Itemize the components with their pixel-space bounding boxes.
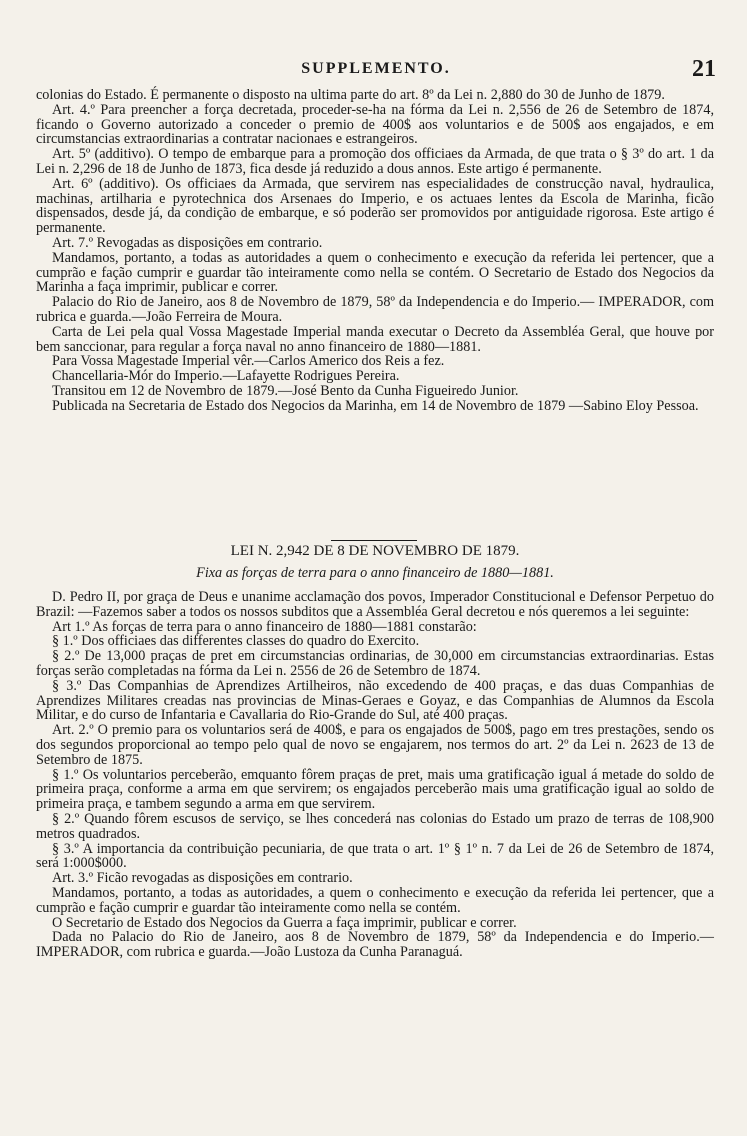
paragraph: Para Vossa Magestade Imperial vêr.—Carlos Americo dos Reis a fez.: [52, 353, 445, 370]
section-divider: [331, 540, 417, 541]
paragraph: O Secretario de Estado dos Negocios da Guerra a faça imprimir, publicar e correr.: [52, 914, 517, 931]
paragraph: § 3.º Das Companhias de Aprendizes Artilheiros, não excedendo de 400 praças, e das duas Companhias de Aprendizes Militares creadas nas provincias de Minas-Geraes e Goyaz, e das Companhias de Alumnos da Escola Militar, e do curso de Infantaria e Cavallaria do Rio-Grande do Sul, até 400 praças.: [36, 677, 714, 724]
paragraph: Art. 5º (additivo). O tempo de embarque para a promoção dos officiaes da Armada, de que trata o § 3º do art. 1 da Lei n. 2,296 de 18 de Junho de 1873, fica desde já reduzido a dous annos. Este artigo é permanente.: [36, 146, 714, 177]
paragraph: Carta de Lei pela qual Vossa Magestade Imperial manda executar o Decreto da Assembléa Geral, que houve por bem sanccionar, para regular a força naval no anno financeiro de 1880—1881.: [36, 323, 714, 355]
paragraph: § 1.º Dos officiaes das differentes classes do quadro do Exercito.: [52, 633, 420, 650]
paragraph: colonias do Estado. É permanente o disposto na ultima parte do art. 8º da Lei n. 2,880 do 30 de Junho de 1879.: [36, 87, 665, 103]
paragraph: Mandamos, portanto, a todas as autoridades a quem o conhecimento e execução da referida lei pertencer, que a cumprão e fação cumprir e guardar tão inteiramente como nella se contém. O Secretario de Estado dos Negocios da Marinha a faça imprimir, publicar e correr.: [36, 249, 714, 296]
running-title: SUPPLEMENTO.: [301, 60, 451, 77]
paragraph: § 2.º Quando fôrem escusos de serviço, se lhes concederá nas colonias do Estado um prazo de terras de 108,900 metros quadrados.: [36, 810, 714, 842]
law-subtitle: Fixa as forças de terra para o anno financeiro de 1880—1881.: [196, 565, 554, 581]
naval-law-continuation: [36, 88, 714, 414]
paragraph: Art. 6º (additivo). Os officiaes da Armada, que servirem nas especialidades de construcção naval, hydraulica, machinas, artilharia e pyrotechnica dos Arsenaes do Imperio, e os actuaes lentes da Escola de Marinha, ficão dispensados, desde já, da condição de embarque, e só poderão ser promovidos por antiguidade rigorosa. Este artigo é permanente.: [36, 175, 714, 237]
law-title: LEI N. 2,942 DE 8 DE NOVEMBRO DE 1879.: [230, 543, 520, 559]
page-number: 21: [692, 56, 716, 82]
paragraph: Art 1.º As forças de terra para o anno financeiro de 1880—1881 constarão:: [52, 618, 477, 635]
paragraph: Chancellaria-Mór do Imperio.—Lafayette Rodrigues Pereira.: [52, 368, 400, 385]
paragraph: Palacio do Rio de Janeiro, aos 8 de Novembro de 1879, 58º da Independencia e do Imperio.— IMPERADOR, com rubrica e guarda.—João Ferreira de Moura.: [36, 294, 714, 325]
paragraph: D. Pedro II, por graça de Deus e unanime acclamação dos povos, Imperador Constitucional e Defensor Perpetuo do Brazil: —Fazemos saber a todos os nossos subditos que a Assembléa Geral decretou e nós queremos a lei seguinte:: [36, 589, 714, 620]
paragraph: Art. 4.º Para preencher a força decretada, proceder-se-ha na fórma da Lei n. 2,556 de 26 de Setembro de 1874, ficando o Governo autorizado a conceder o premio de 400$ aos voluntarios e de 500$ aos engajados, e em circumstancias extraordinarias a contratar nacionaes e estrangeiros.: [36, 101, 714, 148]
paragraph: Art. 2.º O premio para os voluntarios será de 400$, e para os engajados de 500$, pago em tres prestações, sendo os dos segundos proporcional ao tempo pelo qual de novo se engajarem, nos termos do art. 2º da Lei n. 2623 de 13 de Setembro de 1875.: [36, 722, 714, 768]
paragraph: § 2.º De 13,000 praças de pret em circumstancias ordinarias, de 30,000 em circumstancias extraordinarias. Estas forças serão completadas na fórma da Lei n. 2556 de 26 de Setembro de 1874.: [36, 648, 714, 679]
paragraph: Art. 3.º Ficão revogadas as disposições em contrario.: [52, 870, 353, 887]
paragraph: Publicada na Secretaria de Estado dos Negocios da Marinha, em 14 de Novembro de 1879 —Sabino Eloy Pessoa.: [52, 397, 699, 414]
paragraph: § 3.º A importancia da contribuição pecuniaria, de que trata o art. 1º § 1º n. 7 da Lei de 26 de Setembro de 1874, será 1:000$000.: [36, 840, 714, 872]
page-header: [36, 56, 716, 84]
paragraph: Dada no Palacio do Rio de Janeiro, aos 8 de Novembro de 1879, 58º da Independencia e do Imperio.—IMPERADOR, com rubrica e guarda.—João Lustoza da Cunha Paranaguá.: [36, 929, 714, 961]
army-law-body: [36, 590, 714, 960]
paragraph: Art. 7.º Revogadas as disposições em contrario.: [52, 234, 323, 251]
paragraph: § 1.º Os voluntarios perceberão, emquanto fôrem praças de pret, mais uma gratificação igual á metade do soldo de primeira praça, conforme a arma em que servirem; os engajados perceberão mais uma gratificação igual ao soldo de primeira praça, e tambem segundo a arma em que servirem.: [36, 766, 714, 813]
paragraph: Transitou em 12 de Novembro de 1879.—José Bento da Cunha Figueiredo Junior.: [52, 382, 519, 399]
paragraph: Mandamos, portanto, a todas as autoridades, a quem o conhecimento e execução da referida lei pertencer, que a cumprão e fação cumprir e guardar tão inteiramente como nella se contém.: [36, 884, 714, 916]
